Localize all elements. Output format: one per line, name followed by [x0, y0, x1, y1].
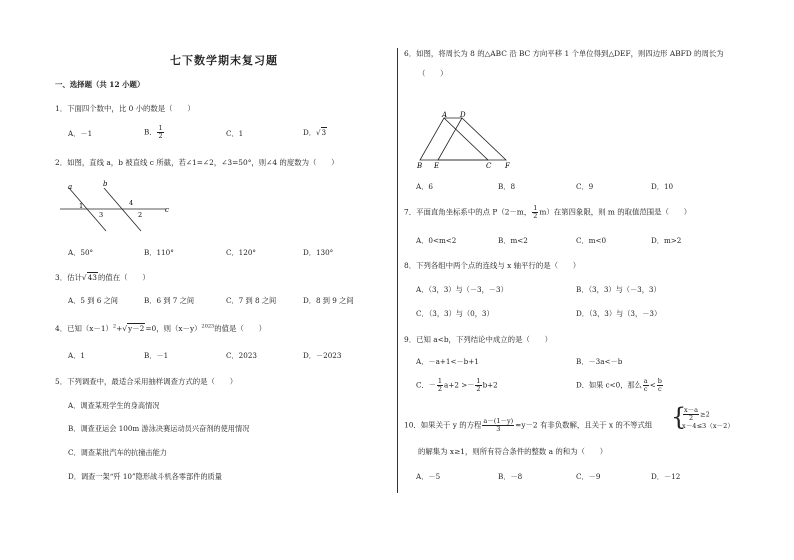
- sqrt-icon: √: [122, 324, 128, 333]
- q8-option-b[interactable]: B．（3，3）与（－3，3）: [576, 285, 661, 294]
- q1-option-a[interactable]: A．－1: [68, 129, 93, 138]
- q4-option-c[interactable]: C．2023: [226, 351, 257, 360]
- q10-option-c[interactable]: C．－9: [576, 472, 601, 481]
- q3-stem: 3．估计√43的值在（ ）: [55, 273, 150, 282]
- section-heading: 一、选择题（共 12 小题）: [55, 80, 145, 89]
- label-b: b: [103, 180, 108, 188]
- label-E: E: [434, 162, 440, 170]
- q10-stem-cont: 的解集为 x≥1，则所有符合条件的整数 a 的和为（ ）: [418, 447, 608, 456]
- q1-stem: 1．下面四个数中，比 0 小的数是（ ）: [55, 104, 195, 113]
- q3-option-a[interactable]: A．5 到 6 之间: [68, 296, 118, 305]
- q10-stem: 10．如果关于 y 的方程 $\frac{a-(1-y)}{3}$ =y－2 有非负数解，且关于 x 的不等式组: [404, 417, 653, 433]
- triangle-abc: [420, 118, 488, 160]
- q2-option-b[interactable]: B．110°: [144, 248, 174, 257]
- q5-stem: 5．下列调查中，最适合采用抽样调查方式的是（ ）: [55, 377, 238, 386]
- q5-option-b[interactable]: B．调查亚运会 100m 游泳决赛运动员兴奋剂的使用情况: [68, 424, 250, 433]
- q5-option-c[interactable]: C．调查某批汽车的抗撞击能力: [68, 448, 167, 457]
- q7-stem: 7．平面直角坐标系中的点 P（2－m， $\frac{1}{2}$ m）在第四象限，则 m 的取值范围是（ ）: [404, 204, 692, 220]
- angle-4: 4: [129, 199, 134, 207]
- q10-option-a[interactable]: A．－5: [416, 472, 441, 481]
- q4-option-d[interactable]: D．－2023: [303, 351, 342, 360]
- q2-option-a[interactable]: A．50°: [68, 248, 94, 257]
- q3-option-c[interactable]: C．7 到 8 之间: [226, 296, 277, 305]
- q7-option-d[interactable]: D．m>2: [651, 236, 682, 245]
- brace-icon: {: [671, 403, 687, 431]
- q4-option-b[interactable]: B．－1: [144, 351, 169, 360]
- q4-stem: 4．已知$(x-1)^2+√y-2=0$，则$(x-y)^{2023}$的值是（ ）: [55, 323, 266, 333]
- q5-option-a[interactable]: A．调查某班学生的身高情况: [68, 401, 160, 410]
- q7-option-c[interactable]: C．m<0: [576, 236, 607, 245]
- q2-option-c[interactable]: C．120°: [226, 248, 256, 257]
- q8-option-c[interactable]: C．（3，3）与（0，3）: [416, 309, 494, 318]
- column-divider: [397, 48, 398, 493]
- q10-inequality-system: { $\frac{x-a}{2}$ ≥2 x－4≤3（x－2）: [671, 403, 734, 431]
- q1-option-c[interactable]: C．1: [226, 129, 244, 138]
- q6-option-d[interactable]: D．10: [651, 182, 674, 191]
- q6-answer-paren: （ ）: [418, 69, 448, 78]
- q4-option-a[interactable]: A．1: [68, 351, 85, 360]
- q1-option-d[interactable]: D．√3: [303, 128, 327, 137]
- q9-option-a[interactable]: A．－a+1<－b+1: [416, 357, 479, 366]
- page-title: 七下数学期末复习题: [170, 54, 278, 67]
- q2-figure: [60, 178, 180, 233]
- q9-option-d[interactable]: D．如果 c<0，那么 $\frac{a}{c}$ < $\frac{b}{c}$: [576, 377, 662, 393]
- label-C: C: [486, 162, 492, 170]
- angle-3: 3: [99, 211, 104, 219]
- label-F: F: [505, 162, 510, 170]
- line-b: [104, 188, 141, 231]
- q8-option-a[interactable]: A．（3，3）与（－3，－3）: [416, 285, 508, 294]
- q6-figure: [412, 110, 522, 172]
- sqrt-icon: √: [315, 128, 321, 137]
- q2-stem: 2．如图，直线 a，b 被直线 c 所截，若∠1=∠2，∠3=50°，则∠4 的度数为（ ）: [55, 158, 339, 167]
- q9-option-b[interactable]: B．－3a<－b: [576, 357, 623, 366]
- label-A: A: [442, 111, 448, 119]
- q6-stem: 6．如图，将周长为 8 的△ABC 沿 BC 方向平移 1 个单位得到△DEF，则四边形 ABFD 的周长为: [404, 49, 724, 58]
- q10-option-b[interactable]: B．－8: [498, 472, 523, 481]
- label-B: B: [417, 162, 423, 170]
- q10-option-d[interactable]: D．－12: [651, 472, 681, 481]
- sqrt-icon: √: [81, 273, 87, 282]
- label-D: D: [460, 111, 466, 119]
- angle-1: 1: [79, 202, 84, 210]
- q2-option-d[interactable]: D．130°: [303, 248, 334, 257]
- q9-stem: 9．已知 a<b，下列结论中成立的是（ ）: [404, 335, 553, 344]
- triangle-def: [438, 118, 506, 160]
- q3-option-d[interactable]: D．8 到 9 之间: [303, 296, 354, 305]
- line-a: [69, 188, 106, 231]
- q7-option-b[interactable]: B．m<2: [498, 236, 528, 245]
- q6-option-b[interactable]: B．8: [498, 182, 516, 191]
- q7-option-a[interactable]: A．0<m<2: [416, 236, 457, 245]
- label-a: a: [68, 183, 73, 191]
- q9-option-c[interactable]: C．－ $\frac{1}{2}$ a+2 >－ $\frac{1}{2}$ b+2: [416, 377, 498, 393]
- q8-stem: 8．下列各组中两个点的连线与 x 轴平行的是（ ）: [404, 261, 581, 270]
- q1-option-b[interactable]: B． $\frac{1}{2}$: [144, 124, 163, 140]
- label-c: c: [165, 206, 169, 214]
- q8-option-d[interactable]: D．（3，3）与（3，－3）: [576, 309, 662, 318]
- q6-option-a[interactable]: A．6: [416, 182, 433, 191]
- q6-option-c[interactable]: C．9: [576, 182, 594, 191]
- q1-b-fraction: $\frac{1}{2}$: [158, 124, 163, 140]
- angle-2: 2: [138, 211, 143, 219]
- q5-option-d[interactable]: D．调查一架“歼 10”隐形战斗机各零部件的质量: [68, 472, 222, 481]
- q3-option-b[interactable]: B．6 到 7 之间: [144, 296, 195, 305]
